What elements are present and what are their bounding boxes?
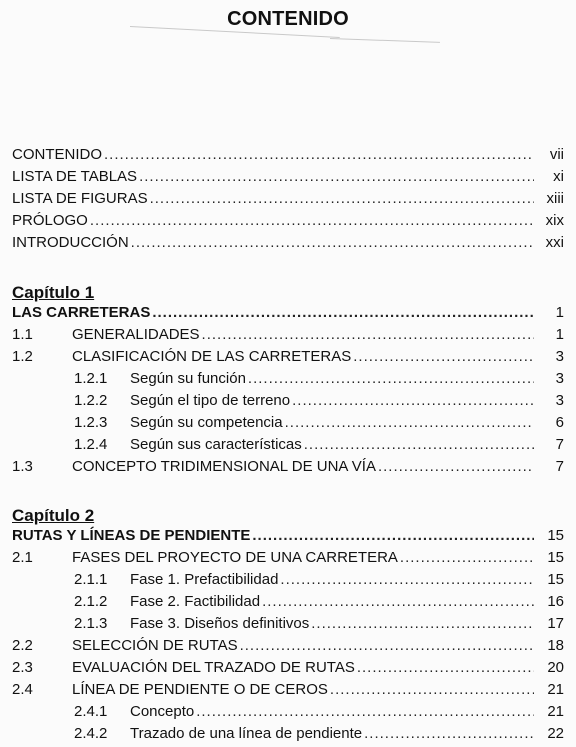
toc-entry-page: 7 <box>555 436 564 453</box>
toc-subsection-1-2-1[interactable] <box>12 370 564 392</box>
toc-entry-title: Fase 1. Prefactibilidad <box>130 571 279 588</box>
chapter-1-label: Capítulo 1 <box>12 283 95 302</box>
page-title: CONTENIDO <box>227 8 349 30</box>
leader-dots <box>90 212 534 229</box>
leader-dots <box>292 392 534 409</box>
toc-subsection-1-2-4[interactable] <box>12 436 564 458</box>
toc-entry-title: FASES DEL PROYECTO DE UNA CARRETERA <box>72 549 398 566</box>
leader-dots <box>139 168 534 185</box>
spacer <box>12 480 564 505</box>
toc-entry-page: 15 <box>547 527 564 544</box>
toc-entry-page: 1 <box>555 326 564 343</box>
toc-entry-title: CLASIFICACIÓN DE LAS CARRETERAS <box>72 348 352 365</box>
toc-section-number: 2.3 <box>12 659 33 676</box>
spacer <box>12 256 564 282</box>
leader-dots <box>150 190 534 207</box>
toc-entry-page: 16 <box>547 593 564 610</box>
toc-entry-page: 15 <box>547 549 564 566</box>
toc-front-prologo[interactable] <box>12 212 564 234</box>
toc-entry-page: 21 <box>547 703 564 720</box>
leader-dots <box>353 348 534 365</box>
leader-dots <box>330 681 534 698</box>
toc-section-number: 2.4.2 <box>74 725 108 742</box>
toc-entry-page: 7 <box>555 458 564 475</box>
leader-dots <box>364 725 534 742</box>
leader-dots <box>311 615 534 632</box>
toc-section-number: 1.1 <box>12 326 33 343</box>
toc-entry-title: LISTA DE TABLAS <box>12 168 138 185</box>
toc-entry-page: 20 <box>547 659 564 676</box>
toc-section-2-3[interactable] <box>12 659 564 681</box>
toc-section-2-4[interactable] <box>12 681 564 703</box>
leader-dots <box>131 234 534 251</box>
toc-front-contenido[interactable] <box>12 146 564 168</box>
leader-dots <box>400 549 534 566</box>
toc-section-number: 2.2 <box>12 637 33 654</box>
toc-entry-title: Según su competencia <box>130 414 283 431</box>
toc-section-2-2[interactable] <box>12 637 564 659</box>
leader-dots <box>262 593 534 610</box>
toc-entry-title: PRÓLOGO <box>12 212 88 229</box>
toc-front-lista-figuras[interactable] <box>12 190 564 212</box>
toc-section-number: 1.2.3 <box>74 414 108 431</box>
toc-entry-page: xiii <box>546 190 564 207</box>
toc-entry-title: Según el tipo de terreno <box>130 392 291 409</box>
toc-entry-page: 3 <box>555 370 564 387</box>
leader-dots <box>104 146 534 163</box>
leader-dots <box>378 458 534 475</box>
toc-subsection-2-1-1[interactable] <box>12 571 564 593</box>
toc-entry-title: EVALUACIÓN DEL TRAZADO DE RUTAS <box>72 659 355 676</box>
leader-dots <box>248 370 534 387</box>
toc-entry-page: xi <box>553 168 564 185</box>
toc-subsection-1-2-2[interactable] <box>12 392 564 414</box>
toc-front-introduccion[interactable] <box>12 234 564 256</box>
toc-subsection-2-1-2[interactable] <box>12 593 564 615</box>
toc-section-2-1[interactable] <box>12 549 564 571</box>
toc-entry-title: Fase 3. Diseños definitivos <box>130 615 310 632</box>
toc-entry-title: CONTENIDO <box>12 146 102 163</box>
toc-entry-page: 18 <box>547 637 564 654</box>
toc-entry-page: 6 <box>555 414 564 431</box>
toc-section-number: 1.3 <box>12 458 33 475</box>
leader-dots <box>202 326 534 343</box>
toc-entry-page: xix <box>545 212 564 229</box>
toc-entry-page: vii <box>549 146 564 163</box>
leader-dots <box>280 571 534 588</box>
toc-chapter-1-title[interactable] <box>12 304 564 326</box>
toc-section-number: 1.2 <box>12 348 33 365</box>
toc-entry-page: 3 <box>555 392 564 409</box>
toc-entry-page: 1 <box>555 304 564 321</box>
leader-dots <box>152 304 534 321</box>
toc-entry-title: LÍNEA DE PENDIENTE O DE CEROS <box>72 681 328 698</box>
toc-section-1-1[interactable] <box>12 326 564 348</box>
toc-subsection-2-4-1[interactable] <box>12 703 564 725</box>
toc-entry-title: LISTA DE FIGURAS <box>12 190 148 207</box>
table-of-contents <box>12 146 564 747</box>
toc-section-1-2[interactable] <box>12 348 564 370</box>
toc-entry-page: 22 <box>547 725 564 742</box>
toc-entry-page: xxi <box>545 234 564 251</box>
toc-section-number: 1.2.2 <box>74 392 108 409</box>
chapter-2-label: Capítulo 2 <box>12 506 95 525</box>
toc-entry-title: INTRODUCCIÓN <box>12 234 129 251</box>
toc-entry-title: Trazado de una línea de pendiente <box>130 725 363 742</box>
toc-entry-title: GENERALIDADES <box>72 326 200 343</box>
toc-subsection-2-4-2[interactable] <box>12 725 564 747</box>
toc-entry-title: CONCEPTO TRIDIMENSIONAL DE UNA VÍA <box>72 458 376 475</box>
leader-dots <box>357 659 534 676</box>
toc-entry-page: 17 <box>547 615 564 632</box>
toc-entry-page: 21 <box>547 681 564 698</box>
toc-entry-title: RUTAS Y LÍNEAS DE PENDIENTE <box>12 527 251 544</box>
scan-artifact <box>330 38 440 43</box>
toc-entry-title: Concepto <box>130 703 195 720</box>
toc-entry-title: Fase 2. Factibilidad <box>130 593 261 610</box>
toc-section-number: 2.1.1 <box>74 571 108 588</box>
toc-subsection-1-2-3[interactable] <box>12 414 564 436</box>
toc-section-number: 1.2.1 <box>74 370 108 387</box>
leader-dots <box>240 637 534 654</box>
leader-dots <box>196 703 534 720</box>
leader-dots <box>285 414 534 431</box>
toc-section-number: 2.1.2 <box>74 593 108 610</box>
toc-subsection-2-1-3[interactable] <box>12 615 564 637</box>
toc-entry-title: SELECCIÓN DE RUTAS <box>72 637 238 654</box>
toc-entry-page: 3 <box>555 348 564 365</box>
toc-entry-title: Según su función <box>130 370 246 387</box>
toc-entry-title: LAS CARRETERAS <box>12 304 151 321</box>
toc-chapter-2-title[interactable] <box>12 527 564 549</box>
toc-section-number: 1.2.4 <box>74 436 108 453</box>
toc-entry-title: Según sus características <box>130 436 302 453</box>
toc-front-lista-tablas[interactable] <box>12 168 564 190</box>
toc-section-number: 2.4 <box>12 681 33 698</box>
toc-entry-page: 15 <box>547 571 564 588</box>
toc-section-number: 2.1 <box>12 549 33 566</box>
toc-section-number: 2.4.1 <box>74 703 108 720</box>
leader-dots <box>252 527 534 544</box>
toc-section-1-3[interactable] <box>12 458 564 480</box>
leader-dots <box>304 436 534 453</box>
toc-section-number: 2.1.3 <box>74 615 108 632</box>
